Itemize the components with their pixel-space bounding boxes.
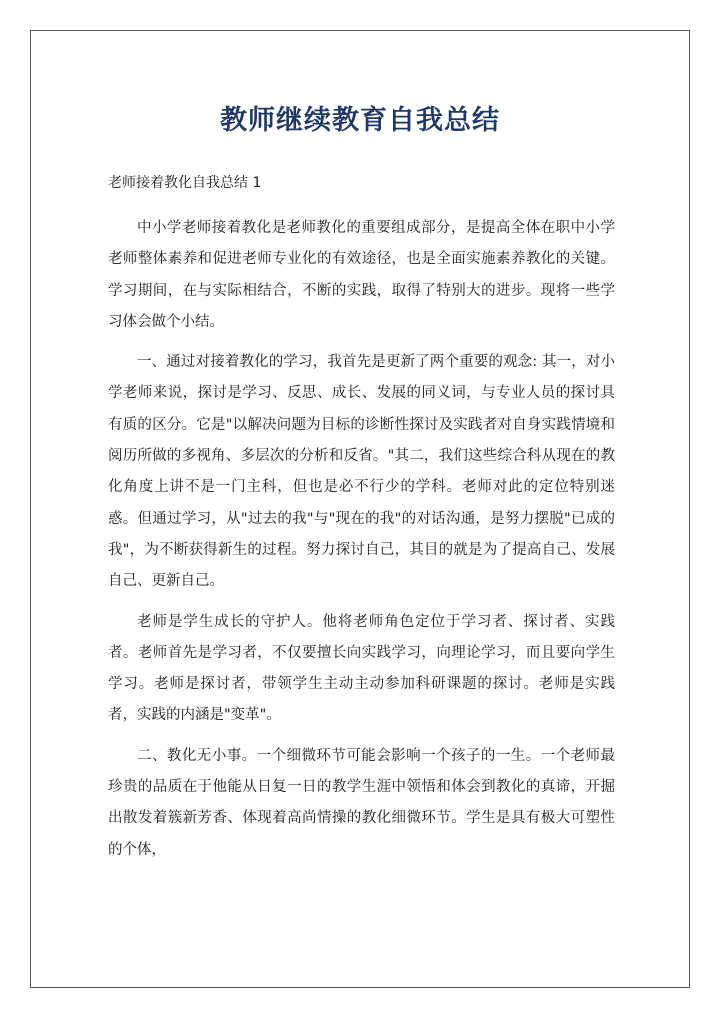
section-subtitle: 老师接着教化自我总结 1 [108, 175, 262, 191]
paragraph-point-one: 一、通过对接着教化的学习，我首先是更新了两个重要的观念: 其一，对小学老师来说，探讨是学习、反思、成长、发展的同义词，与专业人员的探讨具有质的区分。它是"以解决问题为目标的诊断性探讨及实践者对自身实践情境和阅历所做的多视角、多层次的分析和反省。"其二，我们这些综合科从现在的教化角度上讲不是一门主科，但也是必不行少的学科。老师对此的定位特别迷惑。但通过学习，从"过去的我"与"现在的我"的对话沟通，是努力摆脱"已成的我"，为不断获得新生的过程。努力探讨自己，其目的就是为了提高自己、发展自己、更新自己。 [108, 354, 615, 590]
document-title: 教师继续教育自我总结 [220, 105, 500, 136]
paragraph-point-two: 二、教化无小事。一个细微环节可能会影响一个孩子的一生。一个老师最珍贵的品质在于他能从日复一日的教学生涯中领悟和体会到教化的真谛，开掘出散发着簇新芳香、体现着高尚情操的教化细微环节。学生是具有极大可塑性的个体， [108, 747, 615, 858]
document-body [108, 213, 615, 875]
paragraph-intro: 中小学老师接着教化是老师教化的重要组成部分，是提高全体在职中小学老师整体素养和促进老师专业化的有效途径，也是全面实施素养教化的关键。学习期间，在与实际相结合，不断的实践，取得了特别大的进步。现将一些学习体会做个小结。 [108, 220, 615, 330]
paragraph-teacher-role: 老师是学生成长的守护人。他将老师角色定位于学习者、探讨者、实践者。老师首先是学习者，不仅要擅长向实践学习，向理论学习，而且要向学生学习。老师是探讨者，带领学生主动主动参加科研课题的探讨。老师是实践者，实践的内涵是"变革"。 [108, 613, 615, 724]
